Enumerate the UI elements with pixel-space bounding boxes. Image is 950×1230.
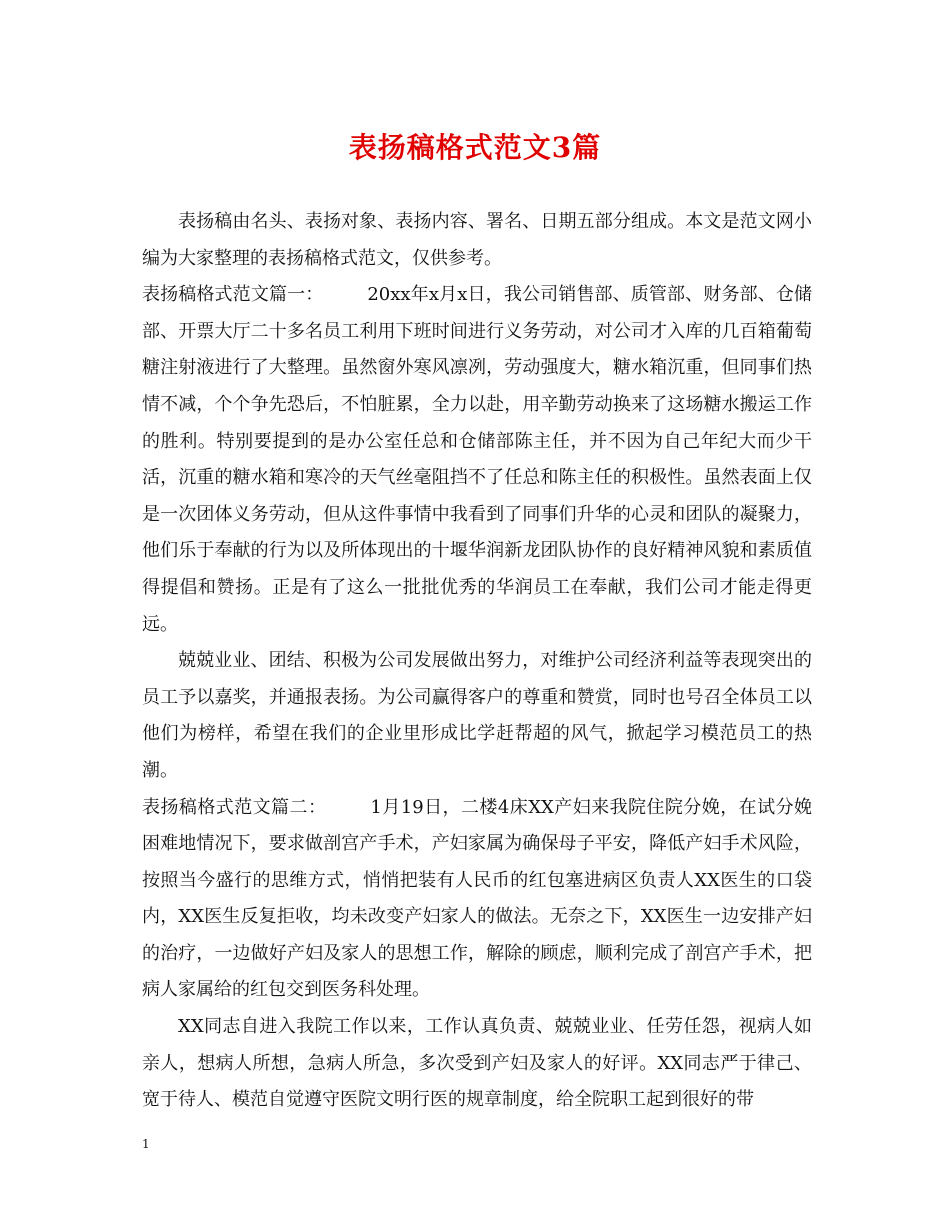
section-2-text: 1月19日，二楼4床XX产妇来我院住院分娩，在试分娩困难地情况下，要求做剖宫产手术，产妇家属为确保母子平安，降低产妇手术风险，按照当今盛行的思维方式，悄悄把装有人民币的红包塞进病区负责人XX医生的口袋内，XX医生反复拒收，均未改变产妇家人的做法。无奈之下，XX医生一边安排产妇的治疗，一边做好产妇及家人的思想工作，解除的顾虑，顺利完成了剖宫产手术，把病人家属给的红包交到医务科处理。 xyxy=(142,796,813,1001)
document-title: 表扬稿格式范文3篇 xyxy=(348,131,602,164)
section-1-text: 20xx年x月x日，我公司销售部、质管部、财务部、仓储部、开票大厅二十多名员工利用下班时间进行义务劳动，对公司才入库的几百箱葡萄糖注射液进行了大整理。虽然窗外寒风凛冽，劳动强度大，糖水箱沉重，但同事们热情不减，个个争先恐后，不怕脏累，全力以赴，用辛勤劳动换来了这场糖水搬运工作的胜利。特别要提到的是办公室任总和仓储部陈主任，并不因为自己年纪大而少干活，沉重的糖水箱和寒冷的天气丝毫阻挡不了任总和陈主任的积极性。虽然表面上仅是一次团体义务劳动，但从这件事情中我看到了同事们升华的心灵和团队的凝聚力，他们乐于奉献的行为以及所体现出的十堰华润新龙团队协作的良好精神风貌和素质值得提倡和赞扬。正是有了这么一批批优秀的华润员工在奉献，我们公司才能走得更远。 xyxy=(142,284,812,635)
section-2-paragraph-2: XX同志自进入我院工作以来，工作认真负责、兢兢业业、任劳任怨，视病人如亲人，想病人所想，急病人所急，多次受到产妇及家人的好评。XX同志严于律己、宽于待人、模范自觉遵守医院文明行医的规章制度，给全院职工起到很好的带 xyxy=(142,1016,812,1111)
section-2-paragraph xyxy=(142,790,812,1010)
section-1-paragraph-2: 兢兢业业、团结、积极为公司发展做出努力，对维护公司经济利益等表现突出的员工予以嘉奖，并通报表扬。为公司赢得客户的尊重和赞赏，同时也号召全体员工以他们为榜样，希望在我们的企业里形成比学赶帮超的风气，掀起学习模范员工的热潮。 xyxy=(142,650,812,781)
page-number: 1 xyxy=(142,1137,150,1151)
section-1-paragraph xyxy=(142,277,812,643)
section-1-label: 表扬稿格式范文篇一： xyxy=(142,284,324,306)
section-2-label: 表扬稿格式范文篇二： xyxy=(142,796,327,818)
document-body xyxy=(142,204,812,1119)
intro-paragraph: 表扬稿由名头、表扬对象、表扬内容、署名、日期五部分组成。本文是范文网小编为大家整理的表扬稿格式范文，仅供参考。 xyxy=(142,211,812,269)
